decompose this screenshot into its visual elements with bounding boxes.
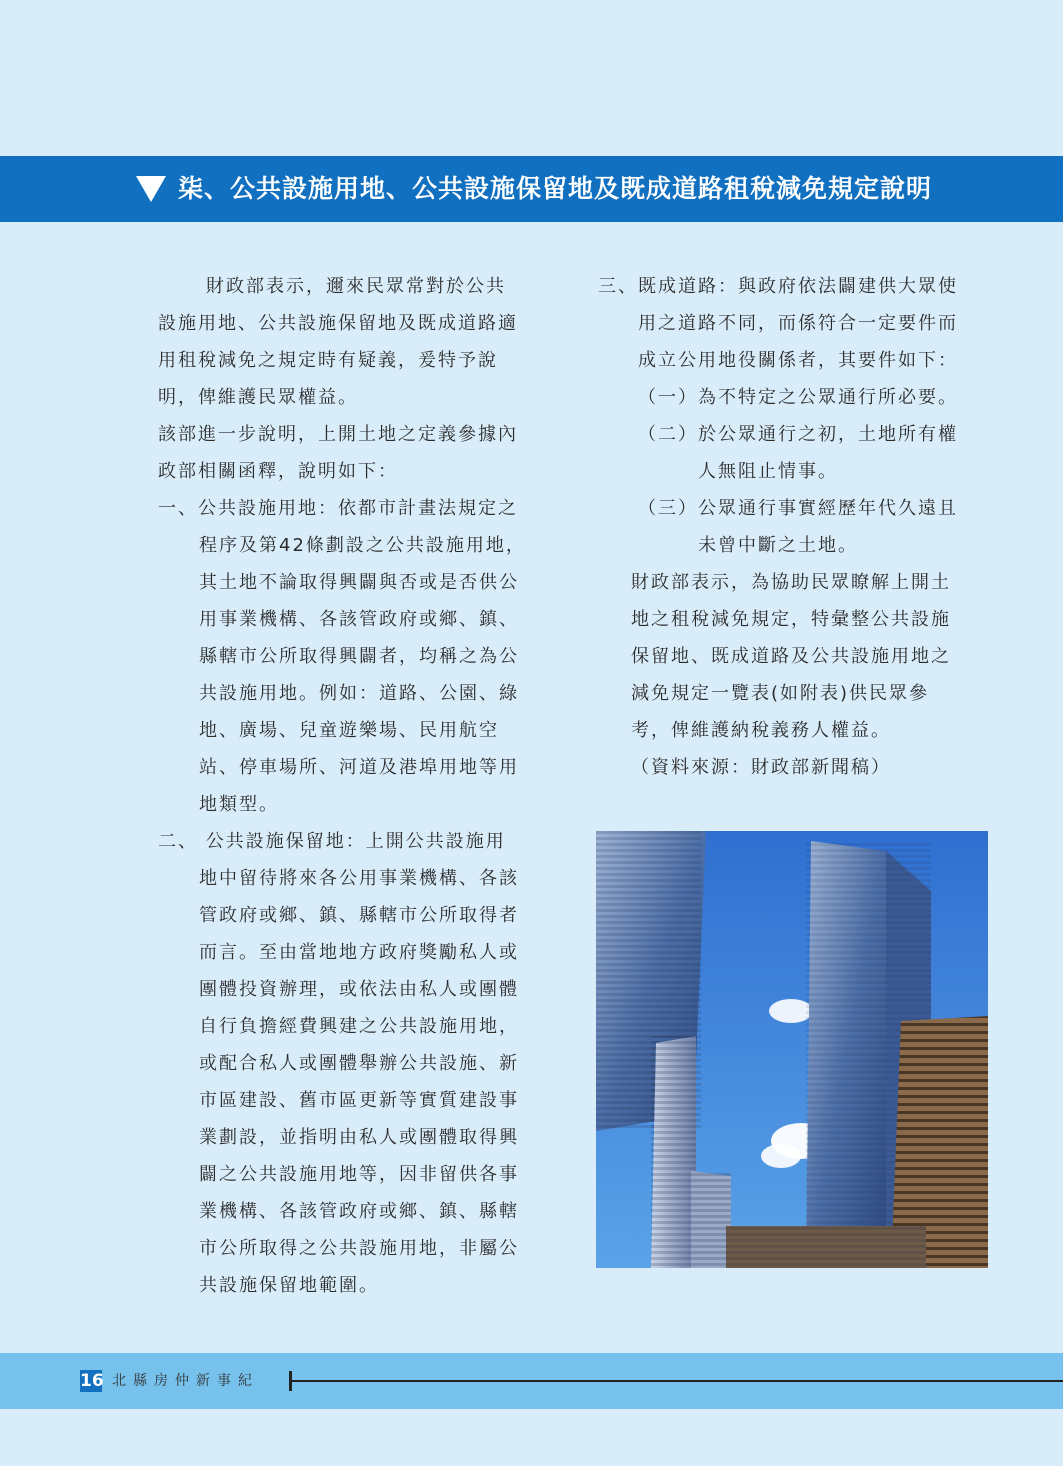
paragraph-line: 闢之公共設施用地等，因非留供各事 — [199, 1164, 519, 1185]
list-item-heading: 一、公共設施用地：依都市計畫法規定之 — [158, 498, 518, 519]
magazine-title: 北縣房仲新事紀 — [112, 1373, 259, 1389]
paragraph-line: 市公所取得之公共設施用地，非屬公 — [199, 1238, 519, 1259]
paragraph-line: 設施用地、公共設施保留地及既成道路適 — [158, 313, 518, 334]
paragraph-line: 財政部表示，邇來民眾常對於公共 — [206, 276, 506, 297]
section-title-bar — [0, 156, 1063, 222]
paragraph-line: 保留地、既成道路及公共設施用地之 — [631, 646, 951, 667]
paragraph-line: 市區建設、舊市區更新等實質建設事 — [199, 1090, 519, 1111]
paragraph-line: 政部相關函釋，說明如下： — [158, 461, 398, 482]
paragraph-line: 其土地不論取得興闢與否或是否供公 — [199, 572, 519, 593]
list-item-heading: 三、既成道路：與政府依法闢建供大眾使 — [598, 276, 958, 297]
skyscraper-photo — [596, 831, 988, 1268]
paragraph-line: （一）為不特定之公眾通行所必要。 — [638, 387, 958, 408]
paragraph-line: 共設施保留地範圍。 — [199, 1275, 379, 1296]
paragraph-line: 地之租稅減免規定，特彙整公共設施 — [631, 609, 951, 630]
paragraph-line: 縣轄市公所取得興闢者，均稱之為公 — [199, 646, 519, 667]
paragraph-line: 減免規定一覽表(如附表)供民眾參 — [631, 683, 930, 704]
paragraph-line: 程序及第42條劃設之公共設施用地， — [199, 535, 526, 556]
paragraph-line: 未曾中斷之土地。 — [698, 535, 858, 556]
paragraph-line: （三）公眾通行事實經歷年代久遠且 — [638, 498, 958, 519]
page-number: 16 — [80, 1371, 104, 1391]
source-note: （資料來源：財政部新聞稿） — [631, 757, 891, 778]
paragraph-line: 而言。至由當地地方政府獎勵私人或 — [199, 942, 519, 963]
paragraph-line: 自行負擔經費興建之公共設施用地， — [199, 1016, 519, 1037]
paragraph-line: 用租稅減免之規定時有疑義，爰特予說 — [158, 350, 498, 371]
paragraph-line: 明，俾維護民眾權益。 — [158, 387, 358, 408]
paragraph-line: 財政部表示，為協助民眾瞭解上開土 — [631, 572, 951, 593]
paragraph-line: （二）於公眾通行之初，土地所有權 — [638, 424, 958, 445]
paragraph-line: 考，俾維護納稅義務人權益。 — [631, 720, 891, 741]
paragraph-line: 業劃設，並指明由私人或團體取得興 — [199, 1127, 519, 1148]
paragraph-line: 地中留待將來各公用事業機構、各該 — [199, 868, 519, 889]
paragraph-line: 站、停車場所、河道及港埠用地等用 — [199, 757, 519, 778]
paragraph-line: 該部進一步說明，上開土地之定義參據內 — [158, 424, 518, 445]
triangle-down-icon — [136, 176, 166, 202]
paragraph-line: 用之道路不同，而係符合一定要件而 — [638, 313, 958, 334]
paragraph-line: 管政府或鄉、鎮、縣轄市公所取得者 — [199, 905, 519, 926]
paragraph-line: 成立公用地役關係者，其要件如下： — [638, 350, 958, 371]
right-column — [598, 268, 998, 786]
paragraph-line: 業機構、各該管政府或鄉、鎮、縣轄 — [199, 1201, 519, 1222]
footer-rule — [289, 1380, 1063, 1382]
paragraph-line: 團體投資辦理，或依法由私人或團體 — [199, 979, 519, 1000]
section-title: 柒、公共設施用地、公共設施保留地及既成道路租稅減免規定說明 — [178, 174, 933, 203]
paragraph-line: 地、廣場、兒童遊樂場、民用航空 — [199, 720, 499, 741]
paragraph-line: 地類型。 — [199, 794, 279, 815]
paragraph-line: 共設施用地。例如：道路、公園、綠 — [199, 683, 519, 704]
paragraph-line: 用事業機構、各該管政府或鄉、鎮、 — [199, 609, 519, 630]
paragraph-line: 人無阻止情事。 — [698, 461, 838, 482]
list-item-heading: 二、 公共設施保留地：上開公共設施用 — [158, 831, 506, 852]
paragraph-line: 或配合私人或團體舉辦公共設施、新 — [199, 1053, 519, 1074]
left-column — [158, 268, 558, 1304]
